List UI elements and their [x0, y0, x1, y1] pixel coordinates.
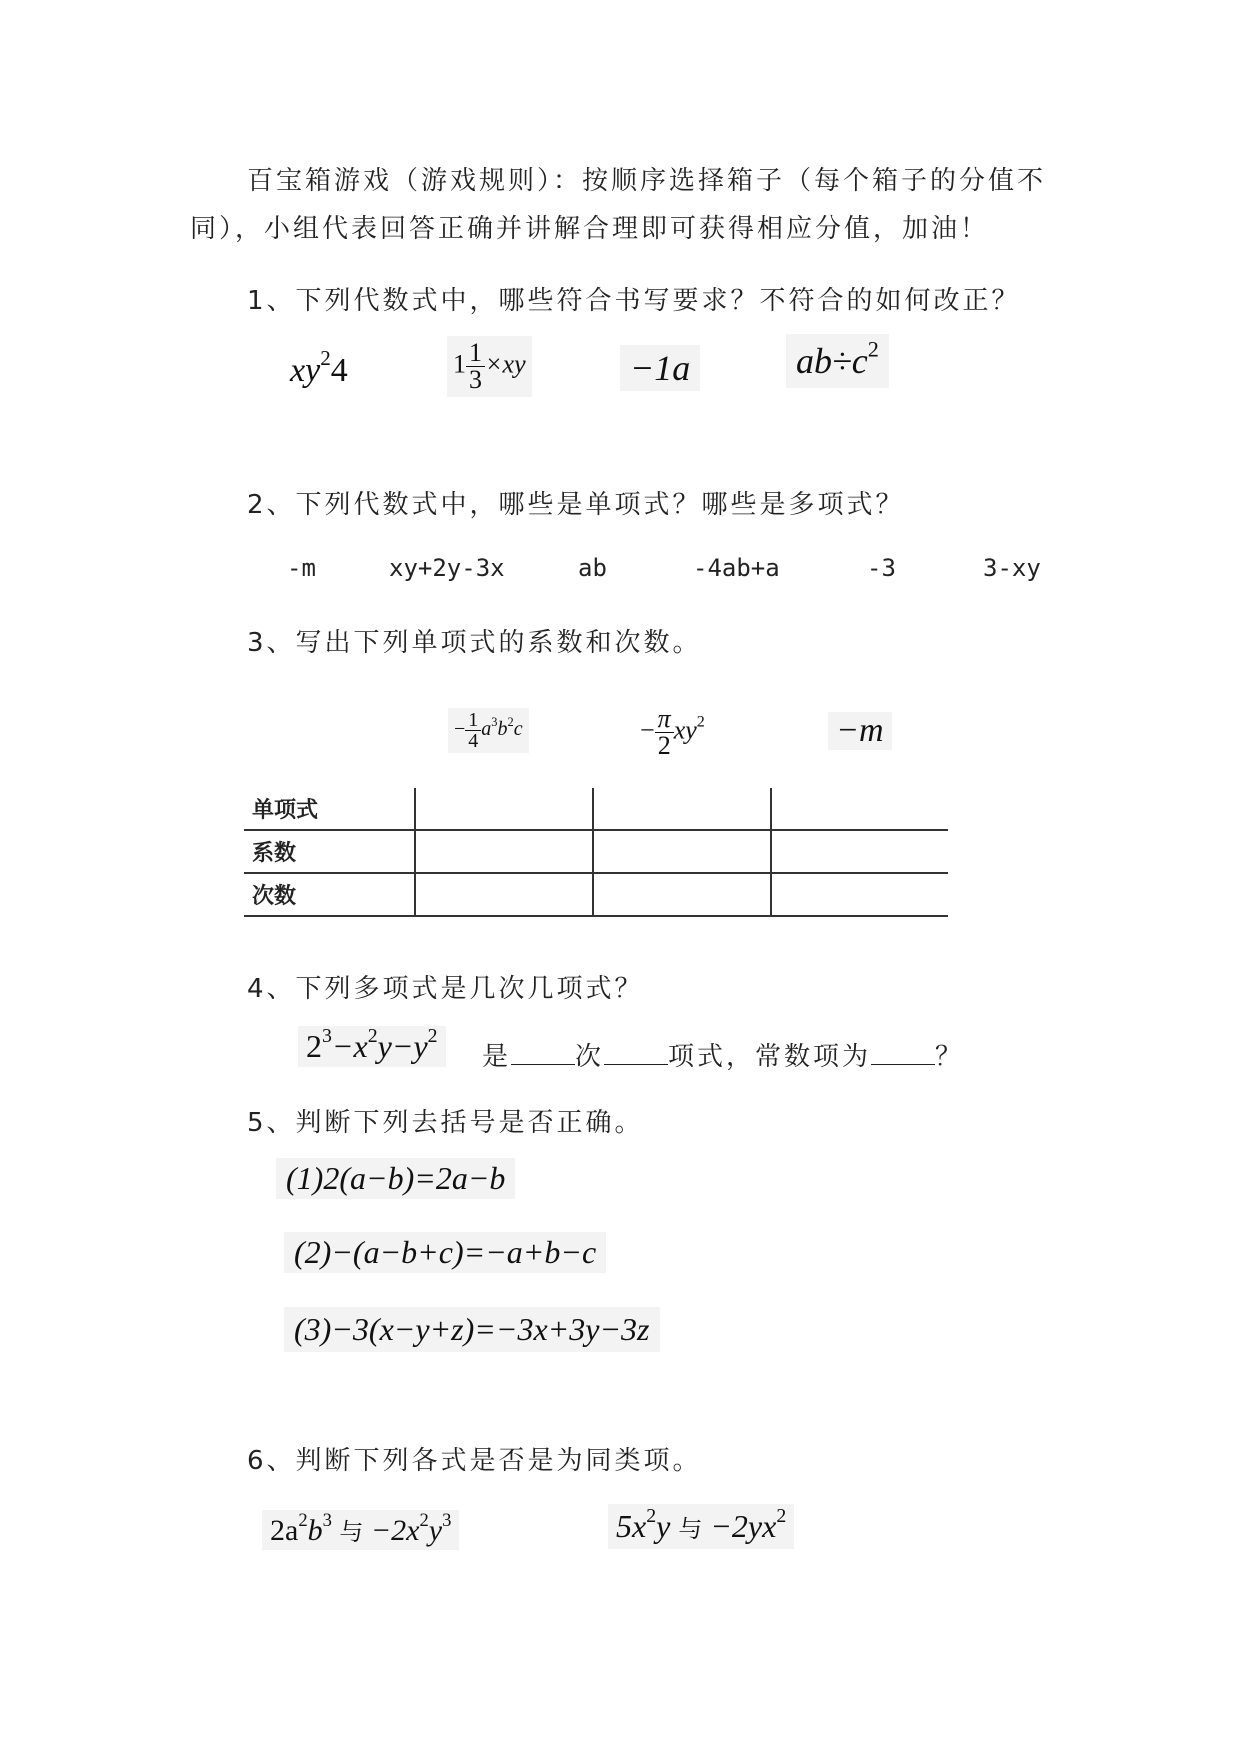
expr-whole: 1: [453, 349, 466, 379]
fraction-denominator: 4: [468, 730, 479, 752]
var: c: [513, 718, 523, 741]
expr-part: ab÷c: [796, 341, 868, 381]
term: y−y: [377, 1028, 428, 1064]
fraction: [466, 340, 485, 393]
q2-item-5: -3: [867, 554, 896, 582]
question-3-text: 3、写出下列单项式的系数和次数。: [247, 628, 702, 658]
fraction-denominator: 2: [657, 731, 671, 760]
expression-mixed-fraction: [447, 336, 532, 397]
expression-minus-1a: −1a: [620, 345, 700, 391]
row-label: 系数: [244, 830, 415, 873]
exp: 3: [322, 1025, 332, 1048]
table-cell[interactable]: [593, 830, 771, 873]
formula-1: (1)2(a−b)=2a−b: [276, 1158, 515, 1199]
expr-exponent: 2: [320, 346, 331, 371]
q4-text: 次: [575, 1042, 605, 1072]
term: 5x: [616, 1508, 647, 1544]
var: a: [481, 718, 492, 741]
q4-text: 项式，常数项为: [668, 1042, 872, 1072]
q2-item-2: xy+2y-3x: [389, 554, 505, 582]
term: 2: [306, 1028, 322, 1064]
polynomial-expression: [298, 1026, 446, 1067]
var: xy: [673, 715, 697, 745]
with-word: 与: [678, 1515, 703, 1543]
fraction-numerator: π: [655, 706, 674, 733]
table-cell[interactable]: [415, 830, 593, 873]
table-cell[interactable]: [415, 873, 593, 916]
var: b: [497, 718, 508, 741]
formula-3: (3)−3(x−y+z)=−3x+3y−3z: [284, 1307, 660, 1352]
fraction: [465, 710, 481, 751]
blank-degree[interactable]: [511, 1042, 575, 1065]
q2-item-6: 3-xy: [983, 554, 1041, 582]
monomial-table: [244, 788, 948, 917]
exp: 2: [298, 1510, 308, 1532]
question-5-text: 5、判断下列去括号是否正确。: [247, 1108, 644, 1138]
table-cell[interactable]: [771, 873, 948, 916]
question-4-text: 4、下列多项式是几次几项式？: [247, 974, 644, 1004]
table-row: [244, 873, 948, 916]
question-1-text: 1、下列代数式中，哪些符合书写要求？不符合的如何改正？: [247, 286, 1021, 316]
table-row: [244, 788, 948, 830]
q2-item-4: -4ab+a: [693, 554, 780, 582]
table-row: [244, 830, 948, 873]
exp: 3: [442, 1510, 452, 1532]
term: −2yx: [710, 1508, 777, 1544]
q2-item-1: -m: [287, 554, 316, 582]
exp: 2: [507, 714, 514, 729]
exp: 3: [491, 714, 498, 729]
exp: 2: [427, 1025, 438, 1048]
exp: 3: [322, 1510, 332, 1532]
sign: −: [454, 718, 466, 741]
term: −2x: [370, 1514, 420, 1547]
fraction-denominator: 3: [469, 365, 482, 394]
term: y: [656, 1508, 671, 1544]
formula-2: (2)−(a−b+c)=−a+b−c: [284, 1232, 606, 1273]
table-cell[interactable]: [771, 788, 948, 830]
question-2-text: 2、下列代数式中，哪些是单项式？哪些是多项式？: [247, 490, 905, 520]
blank-terms[interactable]: [604, 1042, 668, 1065]
like-terms-pair-1: [262, 1510, 459, 1550]
exp: 2: [696, 713, 705, 731]
exp: 2: [419, 1510, 429, 1532]
question-6-text: 6、判断下列各式是否是为同类项。: [247, 1446, 702, 1476]
table-cell[interactable]: [593, 788, 771, 830]
expression-xy2-4: [290, 346, 348, 390]
exp: 2: [367, 1025, 378, 1048]
term: 2a: [270, 1514, 299, 1547]
with-word: 与: [339, 1518, 364, 1546]
q2-item-3: ab: [578, 554, 607, 582]
intro-line-2: 同），小组代表回答正确并讲解合理即可获得相应分值，加油！: [190, 214, 990, 244]
blank-constant[interactable]: [871, 1042, 935, 1065]
exp: 2: [646, 1505, 657, 1528]
monomial-2: [640, 706, 705, 759]
term: b: [307, 1514, 323, 1547]
exp: 2: [776, 1505, 787, 1528]
table-cell[interactable]: [593, 873, 771, 916]
expr-part: 4: [330, 352, 348, 389]
expression-ab-div-c2: [786, 334, 889, 388]
term: −x: [331, 1028, 368, 1064]
fraction-numerator: 1: [466, 340, 485, 367]
q4-text: 是: [482, 1042, 512, 1072]
row-label: 单项式: [244, 788, 415, 830]
expr-part: ×xy: [485, 349, 526, 379]
table-cell[interactable]: [415, 788, 593, 830]
like-terms-pair-2: [608, 1504, 794, 1549]
term: y: [428, 1514, 443, 1547]
monomial-1: [448, 708, 529, 753]
q4-fill-sentence: [482, 1036, 964, 1073]
sign: −: [640, 715, 655, 745]
monomial-3: −m: [828, 712, 892, 750]
fraction-numerator: 1: [465, 710, 481, 731]
table-cell[interactable]: [771, 830, 948, 873]
intro-line-1: 百宝箱游戏（游戏规则）：按顺序选择箱子（每个箱子的分值不: [247, 166, 1047, 196]
row-label: 次数: [244, 873, 415, 916]
fraction: [655, 706, 674, 759]
expr-part: xy: [290, 352, 321, 389]
expr-exponent: 2: [867, 336, 879, 362]
q4-text: ？: [935, 1042, 965, 1072]
